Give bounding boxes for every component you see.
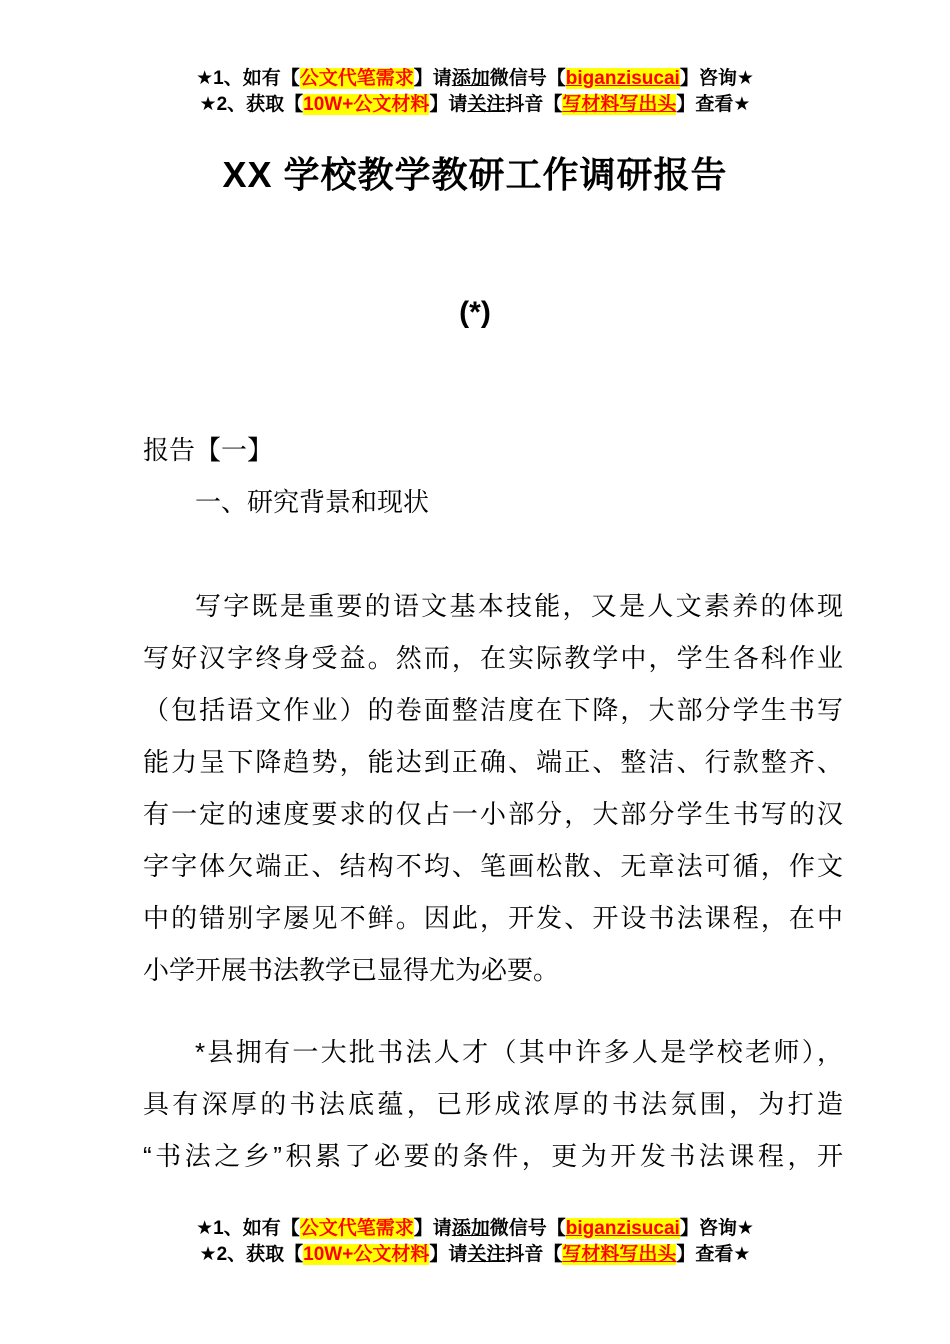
body-line: 中的错别字屡见不鲜。因此，开发、开设书法课程，在中 — [143, 903, 843, 933]
paragraph-2 — [143, 1026, 843, 1182]
promo-text: 微信号【 — [489, 1218, 566, 1239]
douyin-id-text: 写材料写出头 — [562, 94, 677, 115]
underlined-action-text: 添加 — [451, 1218, 490, 1239]
document-body — [143, 424, 843, 1182]
redacted-marker: (*) — [459, 296, 491, 329]
body-line: “书法之乡”积累了必要的条件，更为开发书法课程，开 — [143, 1141, 843, 1171]
body-line: （包括语文作业）的卷面整洁度在下降，大部分学生书写 — [143, 695, 843, 725]
promo-text: 】咨询★ — [679, 1218, 754, 1239]
promo-line-2 — [0, 92, 950, 118]
promo-text: 】请 — [413, 1218, 452, 1239]
highlighted-service-text: 公文代笔需求 — [299, 1218, 414, 1239]
section-label: 报告【一】 — [143, 435, 274, 465]
promo-text: 】查看★ — [676, 1244, 751, 1265]
promo-text: 抖音【 — [505, 1244, 563, 1265]
underlined-action-text: 添加 — [451, 68, 490, 89]
highlighted-service-text: 公文代笔需求 — [299, 68, 414, 89]
promo-text: ★1、如有【 — [196, 1218, 300, 1239]
document-title: XX 学校教学教研工作调研报告 — [222, 154, 728, 195]
wechat-id-text: biganzisucai — [565, 68, 680, 89]
body-line: 具有深厚的书法底蕴，已形成浓厚的书法氛围，为打造 — [143, 1089, 843, 1119]
footer-promo-notice — [0, 1216, 950, 1268]
promo-line-1 — [0, 66, 950, 92]
body-line: 小学开展书法教学已显得尤为必要。 — [143, 955, 560, 985]
promo-text: ★2、获取【 — [199, 1244, 304, 1265]
promo-text: 】请 — [429, 1244, 468, 1265]
body-line: *县拥有一大批书法人才（其中许多人是学校老师）， — [195, 1037, 843, 1067]
underlined-action-text: 关注 — [467, 94, 506, 115]
promo-text: ★2、获取【 — [199, 94, 304, 115]
blank-line — [143, 528, 843, 580]
highlighted-material-text: 10W+公文材料 — [303, 94, 430, 115]
promo-text: 】请 — [429, 94, 468, 115]
body-line: 写好汉字终身受益。然而，在实际教学中，学生各科作业 — [143, 643, 843, 673]
body-line: 字字体欠端正、结构不均、笔画松散、无章法可循，作文 — [143, 851, 843, 881]
promo-text: 】咨询★ — [679, 68, 754, 89]
promo-line-2 — [0, 1242, 950, 1268]
promo-text: 】请 — [413, 68, 452, 89]
body-line: 有一定的速度要求的仅占一小部分，大部分学生书写的汉 — [143, 799, 843, 829]
section-heading: 一、研究背景和现状 — [195, 487, 430, 517]
wechat-id-text: biganzisucai — [565, 1218, 680, 1239]
highlighted-material-text: 10W+公文材料 — [303, 1244, 430, 1265]
promo-text: 抖音【 — [505, 94, 563, 115]
promo-text: 微信号【 — [489, 68, 566, 89]
body-line: 能力呈下降趋势，能达到正确、端正、整洁、行款整齐、 — [143, 747, 843, 777]
douyin-id-text: 写材料写出头 — [562, 1244, 677, 1265]
underlined-action-text: 关注 — [467, 1244, 506, 1265]
paragraph-1 — [143, 580, 843, 996]
body-line: 写字既是重要的语文基本技能，又是人文素养的体现 — [195, 591, 843, 621]
promo-line-1 — [0, 1216, 950, 1242]
header-promo-notice — [0, 66, 950, 118]
promo-text: ★1、如有【 — [196, 68, 300, 89]
promo-text: 】查看★ — [676, 94, 751, 115]
